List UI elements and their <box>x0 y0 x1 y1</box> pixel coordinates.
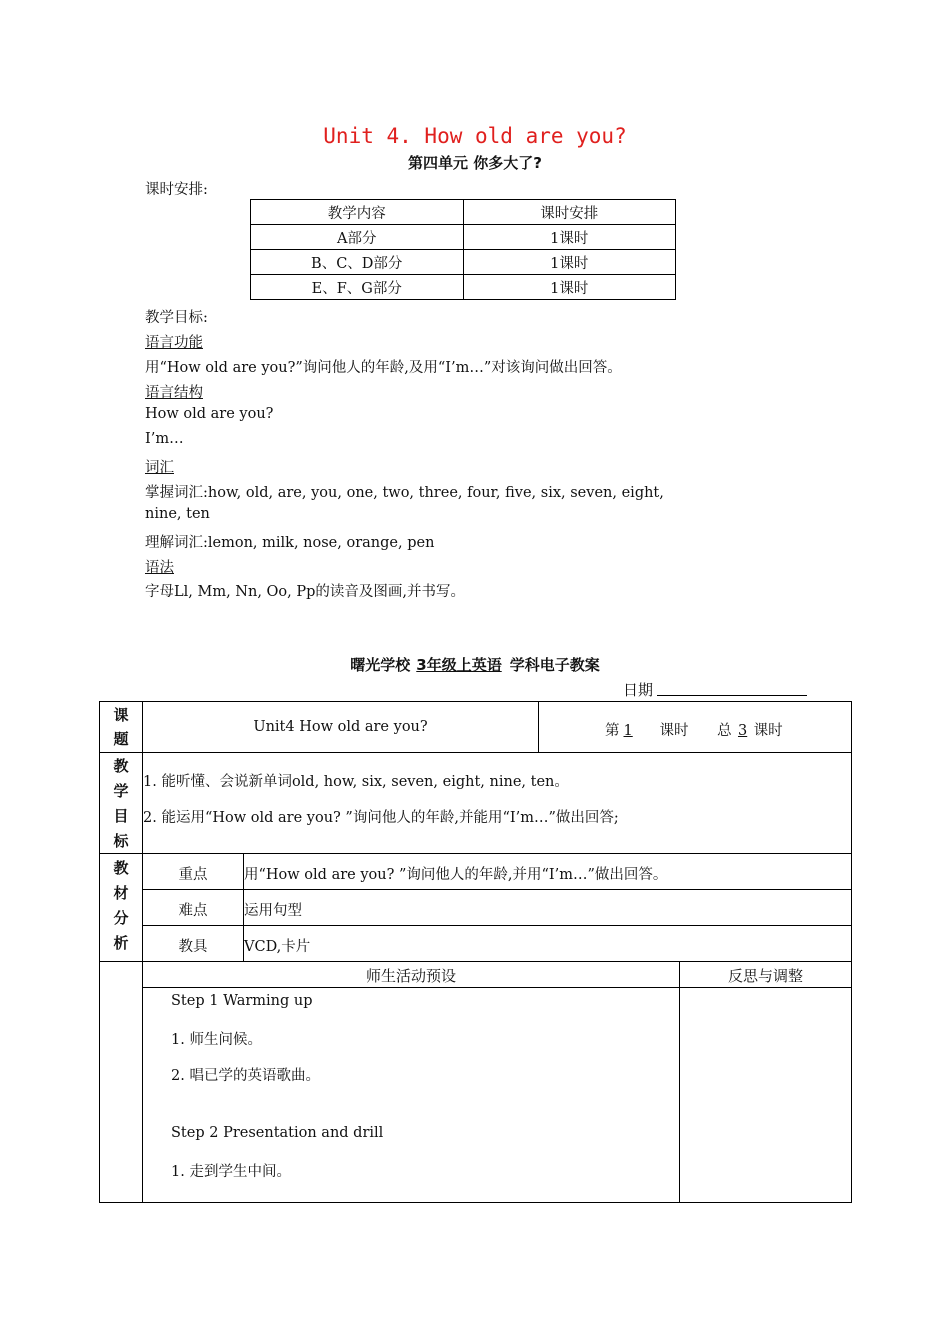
focus-cell <box>243 853 852 890</box>
page-subtitle: 第四单元 你多大了? <box>408 154 542 172</box>
total-prefix: 总 <box>717 723 732 739</box>
structure-line-2: I’m… <box>145 431 184 447</box>
table-row <box>251 275 676 300</box>
tools-label: 教具 <box>178 939 208 955</box>
objectives-label: 教学目标: <box>145 310 208 326</box>
section-heading-structure: 语言结构 <box>145 385 203 401</box>
goals-cell <box>142 752 852 854</box>
section-heading-grammar: 语法 <box>145 560 174 576</box>
tools-text: VCD,卡片 <box>244 939 311 955</box>
analysis-label-cell <box>99 853 143 962</box>
total-unit: 课时 <box>753 723 783 739</box>
page-title: Unit 4. How old are you? <box>323 124 627 148</box>
structure-line-1: How old are you? <box>145 406 274 422</box>
table-row <box>251 250 676 275</box>
table-cell: A部分 <box>251 225 464 250</box>
analysis-label: 教材分析 <box>113 859 129 952</box>
period-prefix: 第 <box>605 723 620 739</box>
school-name: 曙光学校 <box>350 656 411 674</box>
section-heading-vocab: 词汇 <box>145 460 174 476</box>
table-cell: E、F、G部分 <box>251 275 464 300</box>
period-number: 1 <box>623 723 633 739</box>
step-1-item-2: 2. 唱已学的英语歌曲。 <box>171 1068 320 1084</box>
function-text: 用“How old are you?”询问他人的年龄,及用“I’m…”对该询问做出回答。 <box>145 360 622 376</box>
activity-header: 师生活动预设 <box>365 967 456 985</box>
vocab-understand: 理解词汇:lemon, milk, nose, orange, pen <box>145 535 435 551</box>
section-heading-function: 语言功能 <box>145 335 203 351</box>
step-1-item-1: 1. 师生问候。 <box>171 1032 262 1048</box>
total-number: 3 <box>737 723 748 739</box>
difficulty-text: 运用句型 <box>244 903 302 919</box>
table-cell: B、C、D部分 <box>251 250 464 275</box>
topic-cell <box>142 701 539 753</box>
goals-label-cell <box>99 752 143 854</box>
table-row <box>251 225 676 250</box>
step-1-title: Step 1 Warming up <box>171 993 313 1009</box>
reflect-header: 反思与调整 <box>727 967 803 985</box>
topic-text: Unit4 How old are you? <box>253 719 428 735</box>
schedule-label: 课时安排: <box>145 182 208 198</box>
topic-label: 课题 <box>113 706 129 748</box>
focus-label-cell <box>142 853 244 890</box>
reflect-cell <box>679 987 852 1203</box>
goals-label: 教学目标 <box>113 757 129 850</box>
goal-2: 2. 能运用“How old are you? ”询问他人的年龄,并能用“I’m…”做出回答; <box>143 810 619 826</box>
topic-label-cell <box>99 701 143 753</box>
table-header-cell: 教学内容 <box>251 200 464 225</box>
vocab-master: 掌握词汇:how, old, are, you, one, two, three, four, five, six, seven, eight, <box>145 485 664 501</box>
grammar-text: 字母Ll, Mm, Nn, Oo, Pp的读音及图画,并书写。 <box>145 584 466 600</box>
lesson-plan-header <box>0 654 950 675</box>
table-cell: 1课时 <box>463 275 676 300</box>
tools-cell <box>243 925 852 962</box>
schedule-table <box>250 199 676 300</box>
date-label: 日期 <box>623 681 654 699</box>
period-info <box>605 719 783 740</box>
goal-1: 1. 能听懂、会说新单词old, how, six, seven, eight, nine, ten。 <box>143 774 569 790</box>
reflect-header-cell <box>679 961 852 988</box>
focus-label: 重点 <box>178 867 208 883</box>
activity-blank-cell <box>99 961 143 1203</box>
period-cell <box>538 701 852 753</box>
table-header-cell: 课时安排 <box>463 200 676 225</box>
table-cell: 1课时 <box>463 250 676 275</box>
step-2-title: Step 2 Presentation and drill <box>171 1125 384 1141</box>
table-cell: 1课时 <box>463 225 676 250</box>
difficulty-label: 难点 <box>178 903 208 919</box>
difficulty-label-cell <box>142 889 244 926</box>
activity-cell <box>142 987 680 1203</box>
difficulty-cell <box>243 889 852 926</box>
plan-type: 学科电子教案 <box>509 656 600 674</box>
vocab-master-cont: nine, ten <box>145 506 210 522</box>
period-unit: 课时 <box>659 723 689 739</box>
grade-subject: 3年级上英语 <box>416 656 502 674</box>
tools-label-cell <box>142 925 244 962</box>
date-field[interactable] <box>657 695 807 696</box>
focus-text: 用“How old are you? ”询问他人的年龄,并用“I’m…”做出回答。 <box>244 867 668 883</box>
table-row <box>251 200 676 225</box>
step-2-item-1: 1. 走到学生中间。 <box>171 1164 291 1180</box>
activity-header-cell <box>142 961 680 988</box>
